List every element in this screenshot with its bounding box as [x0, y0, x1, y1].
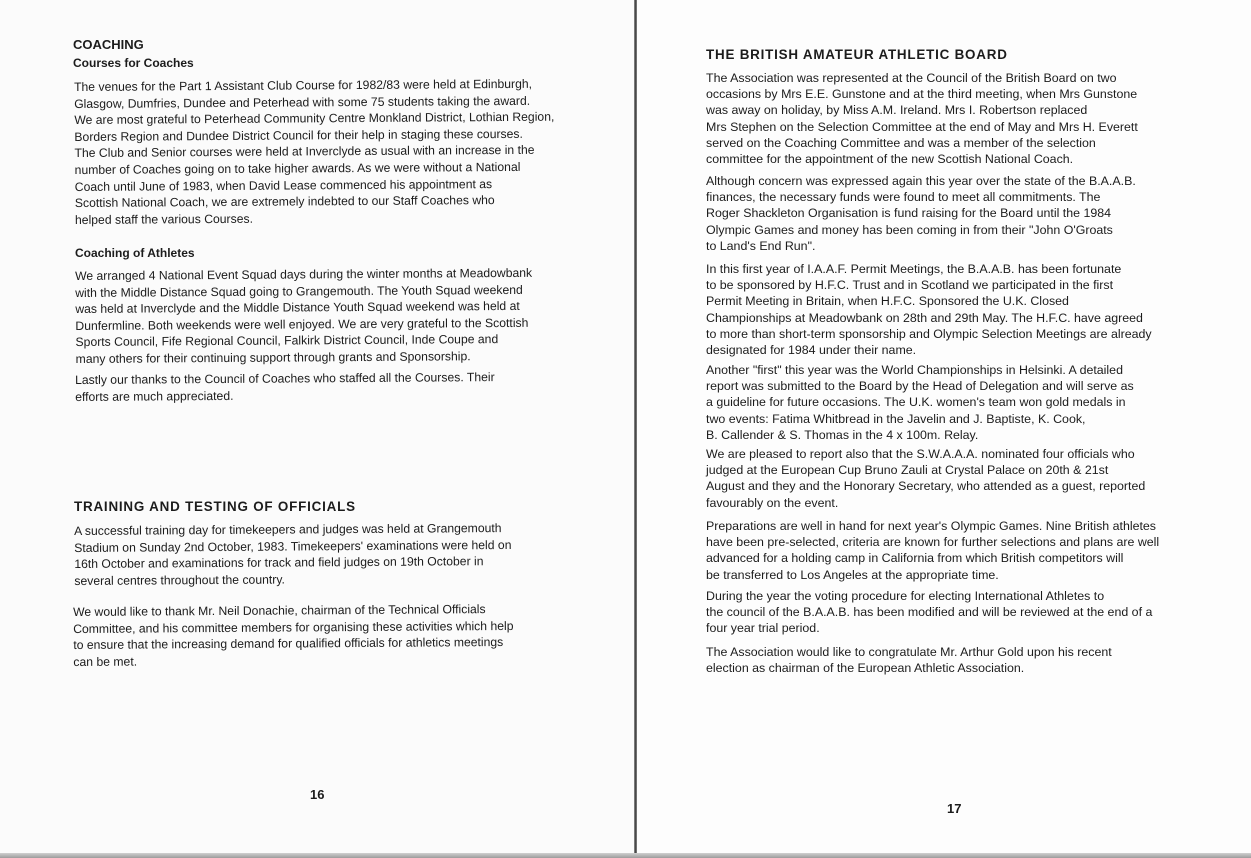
text-line: We are pleased to report also that the S.W.A.A.A. nominated four officials who	[706, 447, 1135, 461]
text-line: several centres throughout the country.	[74, 572, 285, 588]
text-line: with the Middle Distance Squad going to Grangemouth. The Youth Squad weekend	[75, 282, 523, 300]
text-line: We arranged 4 National Event Squad days during the winter months at Meadowbank	[75, 265, 533, 283]
text-line: Borders Region and Dundee District Council for their help in staging these courses.	[74, 126, 523, 144]
text-line: Championships at Meadowbank on 28th and 29th May. The H.F.C. have agreed	[706, 310, 1143, 325]
text-line: Glasgow, Dumfries, Dundee and Peterhead with some 75 students taking the award.	[74, 93, 531, 111]
training-officials-heading: TRAINING AND TESTING OF OFFICIALS	[74, 499, 356, 514]
coaching-of-athletes-subheading: Coaching of Athletes	[75, 246, 195, 260]
text-line: The Association was represented at the Council of the British Board on two	[706, 71, 1117, 85]
coaching-heading: COACHING	[73, 37, 144, 52]
text-line: We are most grateful to Peterhead Community Centre Monkland District, Lothian Region,	[74, 109, 555, 128]
text-line: helped staff the various Courses.	[74, 211, 253, 227]
baab-paragraph-7	[706, 588, 1152, 637]
text-line: number of Coaches going on to take higher awards. As we were without a National	[74, 159, 521, 177]
text-line: Stadium on Sunday 2nd October, 1983. Timekeepers' examinations were held on	[74, 537, 512, 555]
text-line: to Land's End Run".	[706, 238, 816, 253]
text-line: Roger Shackleton Organisation is fund raising for the Board until the 1984	[706, 206, 1112, 221]
baab-paragraph-1	[706, 70, 1138, 167]
text-line: be transferred to Los Angeles at the appropriate time.	[706, 567, 999, 582]
text-line: A successful training day for timekeepers and judges was held at Grangemouth	[74, 521, 502, 538]
text-line: have been pre-selected, criteria are known for further selections and plans are well	[706, 535, 1160, 550]
text-line: many others for their continuing support through grants and Sponsorship.	[75, 349, 471, 366]
text-line: occasions by Mrs E.E. Gunstone and at the third meeting, when Mrs Gunstone	[706, 87, 1138, 102]
text-line: Olympic Games and money has been coming in from their "John O'Groats	[706, 222, 1113, 237]
thanks-paragraph	[75, 369, 495, 405]
text-line: favourably on the event.	[706, 495, 839, 510]
text-line: Permit Meeting in Britain, when H.F.C. Sponsored the U.K. Closed	[706, 294, 1069, 309]
text-line: judged at the European Cup Bruno Zauli at Crystal Palace on 20th & 21st	[706, 463, 1109, 478]
text-line: election as chairman of the European Athletic Association.	[706, 661, 1025, 676]
baab-paragraph-3	[706, 261, 1152, 358]
athletes-paragraph	[75, 265, 533, 368]
text-line: Dunfermline. Both weekends were well enjoyed. We are very grateful to the Scottish	[75, 315, 529, 333]
text-line: served on the Coaching Committee and was a member of the selection	[706, 135, 1096, 150]
text-line: was held at Inverclyde and the Middle Distance Youth Squad weekend was held at	[75, 299, 520, 317]
text-line: designated for 1984 under their name.	[706, 343, 917, 358]
text-line: efforts are much appreciated.	[75, 388, 234, 404]
text-line: Sports Council, Fife Regional Council, Falkirk District Council, Inde Coupe and	[75, 332, 499, 350]
text-line: The venues for the Part 1 Assistant Club Course for 1982/83 were held at Edinburgh,	[74, 76, 533, 94]
text-line: Coach until June of 1983, when David Lease commenced his appointment as	[74, 176, 493, 194]
text-line: Committee, and his committee members for organising these activities which help	[73, 618, 514, 636]
text-line: During the year the voting procedure for electing International Athletes to	[706, 589, 1105, 603]
text-line: advanced for a holding camp in California from which British competitors will	[706, 551, 1124, 566]
courses-for-coaches-subheading: Courses for Coaches	[73, 56, 194, 70]
text-line: Another "first" this year was the World Championships in Helsinki. A detailed	[706, 363, 1123, 377]
text-line: committee for the appointment of the new Scottish National Coach.	[706, 152, 1074, 167]
text-line: The Club and Senior courses were held at Inverclyde as usual with an increase in the	[74, 143, 535, 161]
text-line: can be met.	[73, 654, 138, 669]
text-line: finances, the necessary funds were found to meet all commitments. The	[706, 190, 1101, 205]
text-line: In this first year of I.A.A.F. Permit Meetings, the B.A.A.B. has been fortunate	[706, 262, 1122, 276]
text-line: to be sponsored by H.F.C. Trust and in Scotland we participated in the first	[706, 278, 1114, 293]
baab-paragraph-6	[706, 518, 1159, 583]
training-paragraph	[74, 520, 512, 589]
text-line: Mrs Stephen on the Selection Committee at the end of May and Mrs H. Everett	[706, 119, 1138, 134]
page-bottom-edge	[0, 853, 1251, 858]
text-line: report was submitted to the Board by the Head of Delegation and will serve as	[706, 379, 1134, 394]
baab-paragraph-4	[706, 362, 1134, 443]
right-page	[637, 0, 1251, 858]
text-line: Preparations are well in hand for next year's Olympic Games. Nine British athletes	[706, 519, 1157, 533]
text-line: the council of the B.A.A.B. has been modified and will be reviewed at the end of a	[706, 605, 1153, 620]
text-line: Scottish National Coach, we are extremely indebted to our Staff Coaches who	[74, 193, 495, 211]
text-line: We would like to thank Mr. Neil Donachie, chairman of the Technical Officials	[73, 602, 486, 619]
baab-heading: THE BRITISH AMATEUR ATHLETIC BOARD	[706, 47, 1008, 62]
page-number-left: 16	[310, 787, 325, 802]
text-line: August and they and the Honorary Secretary, who attended as a guest, reported	[706, 479, 1146, 494]
page-number-right: 17	[947, 801, 962, 816]
text-line: to ensure that the increasing demand for qualified officials for athletics meetings	[73, 635, 504, 653]
courses-paragraph	[74, 76, 555, 229]
text-line: two events: Fatima Whitbread in the Javelin and J. Baptiste, K. Cook,	[706, 411, 1086, 426]
baab-paragraph-8	[706, 644, 1112, 676]
text-line: to more than short-term sponsorship and Olympic Selection Meetings are already	[706, 326, 1152, 341]
text-line: B. Callender & S. Thomas in the 4 x 100m. Relay.	[706, 427, 979, 442]
text-line: was away on holiday, by Miss A.M. Ireland. Mrs I. Robertson replaced	[706, 103, 1088, 118]
text-line: 16th October and examinations for track and field judges on 19th October in	[74, 554, 484, 572]
baab-paragraph-5	[706, 446, 1145, 511]
text-line: Lastly our thanks to the Council of Coaches who staffed all the Courses. Their	[75, 370, 495, 387]
donachie-paragraph	[73, 601, 514, 670]
text-line: Although concern was expressed again this year over the state of the B.A.A.B.	[706, 174, 1136, 188]
text-line: a guideline for future occasions. The U.K. women's team won gold medals in	[706, 395, 1126, 410]
baab-paragraph-2	[706, 173, 1136, 254]
text-line: The Association would like to congratulate Mr. Arthur Gold upon his recent	[706, 645, 1112, 659]
text-line: four year trial period.	[706, 621, 820, 636]
